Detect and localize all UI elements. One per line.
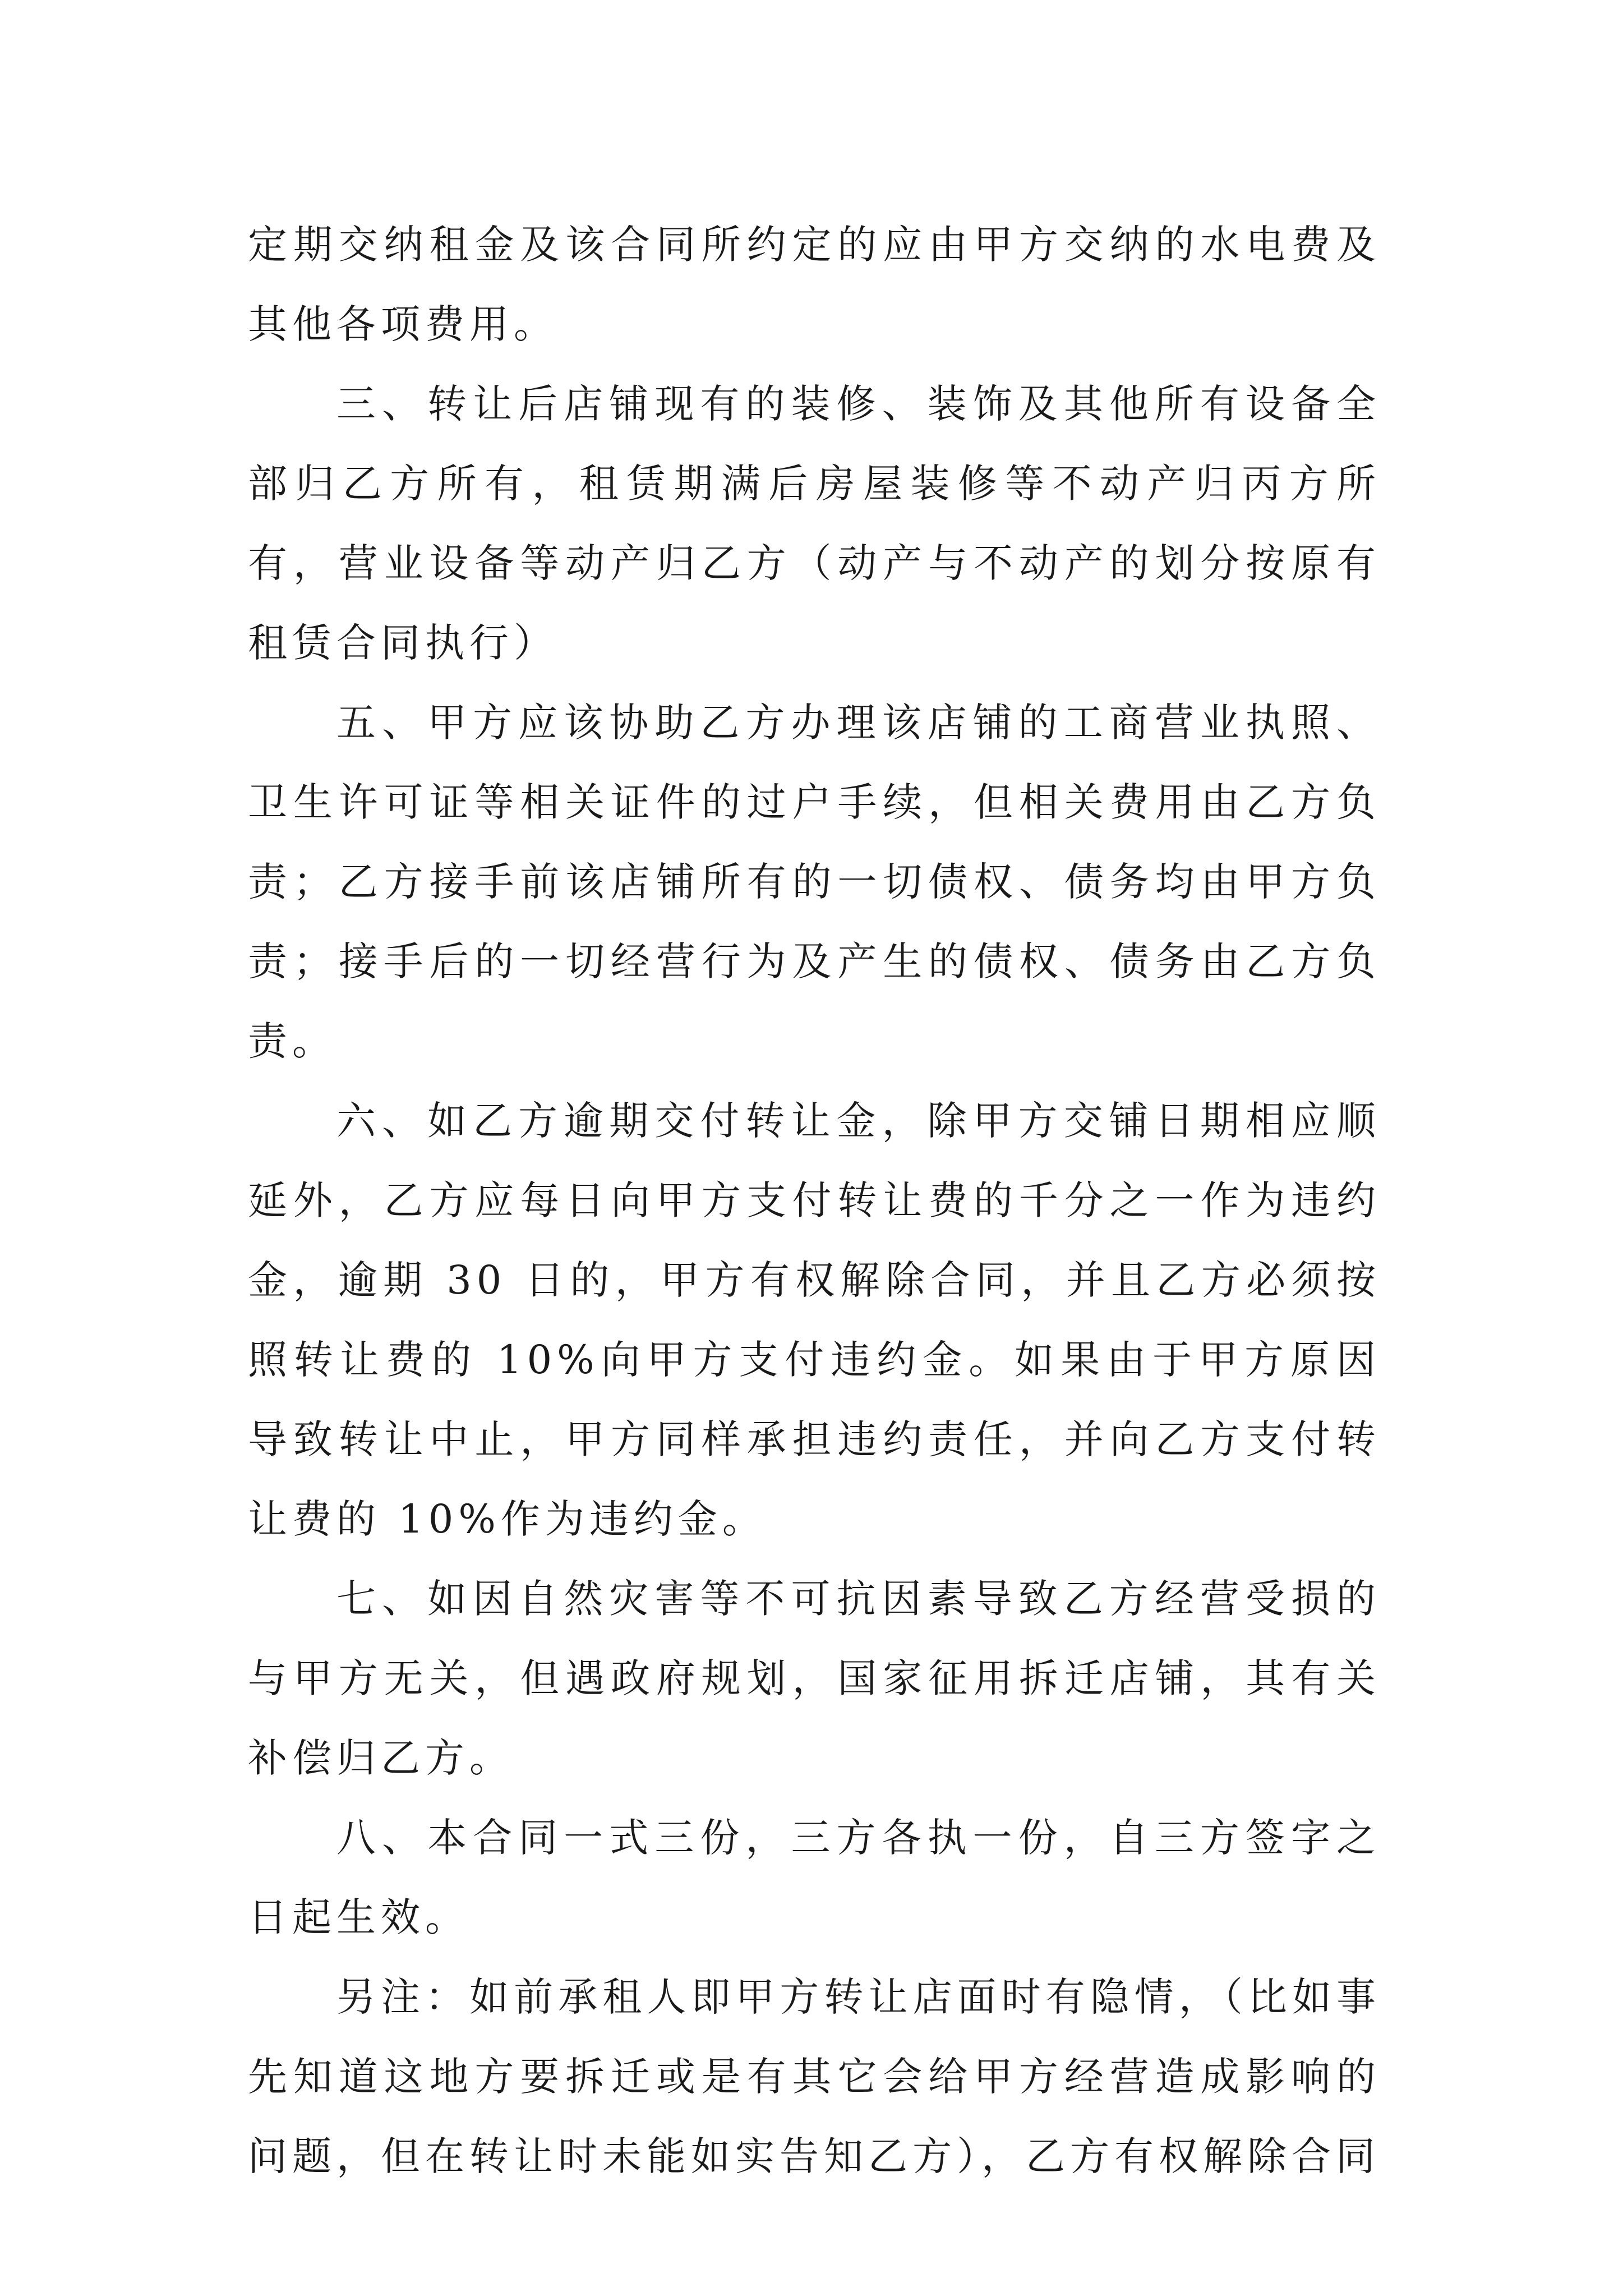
note-additional: 另注：如前承租人即甲方转让店面时有隐情，（比如事先知道这地方要拆迁或是有其它会给甲方经营造成影响的问题，但在转让时未能如实告知乙方），乙方有权解除合同: [248, 1974, 1381, 2179]
clause-7-force-majeure: 七、如因自然灾害等不可抗因素导致乙方经营受损的与甲方无关，但遇政府规划，国家征用拆迁店铺，其有关补偿归乙方。: [248, 1576, 1381, 1781]
paragraph-continued-fees: 定期交纳租金及该合同所约定的应由甲方交纳的水电费及其他各项费用。: [248, 222, 1381, 347]
clause-8-copies: 八、本合同一式三份，三方各执一份，自三方签字之日起生效。: [248, 1815, 1381, 1940]
clause-3-ownership: 三、转让后店铺现有的装修、装饰及其他所有设备全部归乙方所有，租赁期满后房屋装修等不动产归丙方所有，营业设备等动产归乙方（动产与不动产的划分按原有租赁合同执行）: [248, 381, 1381, 666]
clause-6-late-payment: 六、如乙方逾期交付转让金，除甲方交铺日期相应顺延外，乙方应每日向甲方支付转让费的千分之一作为违约金，逾期 30 日的，甲方有权解除合同，并且乙方必须按照转让费的 10%向甲方支付违约金。如果由于甲方原因导致转让中止，甲方同样承担违约责任，并向乙方支付转让费的 10%作为违约金。: [248, 1098, 1381, 1542]
clause-5-license-transfer: 五、甲方应该协助乙方办理该店铺的工商营业执照、卫生许可证等相关证件的过户手续，但相关费用由乙方负责；乙方接手前该店铺所有的一切债权、债务均由甲方负责；接手后的一切经营行为及产生的债权、债务由乙方负责。: [248, 700, 1381, 1064]
document-body: [248, 205, 1381, 2196]
